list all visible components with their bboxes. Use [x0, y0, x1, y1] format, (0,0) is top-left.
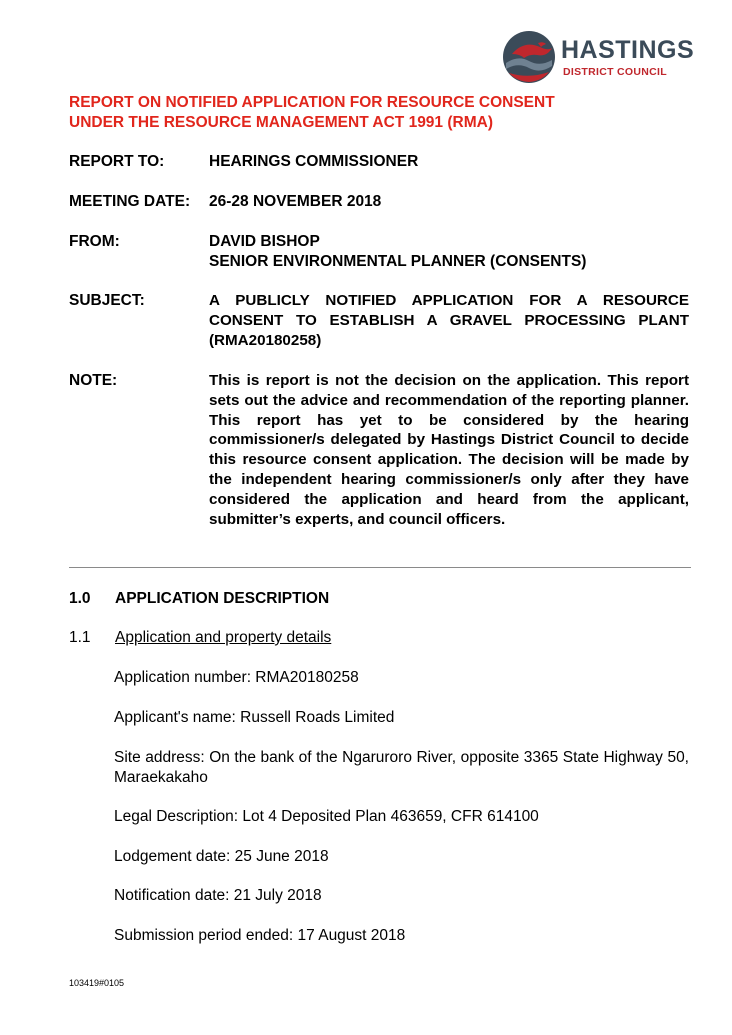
- subsection-title: Application and property details: [115, 629, 332, 646]
- section-title: APPLICATION DESCRIPTION: [115, 590, 330, 607]
- legal-description: Legal Description: Lot 4 Deposited Plan 463659, CFR 614100: [114, 808, 539, 825]
- subject-label: SUBJECT:: [69, 292, 145, 309]
- site-address: Site address: On the bank of the Ngaruroro River, opposite 3365 State Highway 50, Maraekakaho: [114, 749, 689, 786]
- notification-date: Notification date: 21 July 2018: [114, 887, 322, 904]
- applicant-name: Applicant's name: Russell Roads Limited: [114, 709, 395, 726]
- report-to-label: REPORT TO:: [69, 153, 165, 170]
- subsection-number: 1.1: [69, 629, 91, 646]
- subject-value: A PUBLICLY NOTIFIED APPLICATION FOR A RESOURCE CONSENT TO ESTABLISH A GRAVEL PROCESSING PLANT (RMA20180258): [209, 292, 689, 349]
- lodgement-date: Lodgement date: 25 June 2018: [114, 848, 329, 865]
- meeting-date-value: 26-28 NOVEMBER 2018: [209, 193, 382, 210]
- section-number: 1.0: [69, 590, 91, 607]
- from-title: SENIOR ENVIRONMENTAL PLANNER (CONSENTS): [209, 253, 587, 270]
- from-name: DAVID BISHOP: [209, 233, 320, 250]
- meeting-date-label: MEETING DATE:: [69, 193, 191, 210]
- from-label: FROM:: [69, 233, 120, 250]
- report-title-line-1: REPORT ON NOTIFIED APPLICATION FOR RESOURCE CONSENT: [69, 94, 555, 111]
- report-title: [69, 93, 689, 133]
- section-divider: [69, 567, 691, 568]
- submission-period: Submission period ended: 17 August 2018: [114, 927, 406, 944]
- document-reference: 103419#0105: [69, 978, 125, 988]
- application-number: Application number: RMA20180258: [114, 669, 359, 686]
- note-label: NOTE:: [69, 372, 118, 389]
- hawk-emblem-icon: [502, 30, 556, 84]
- report-title-line-2: UNDER THE RESOURCE MANAGEMENT ACT 1991 (RMA): [69, 114, 493, 131]
- report-to-value: HEARINGS COMMISSIONER: [209, 153, 419, 170]
- council-logo: [502, 30, 695, 86]
- council-name: HASTINGS: [561, 36, 695, 64]
- note-value: This is report is not the decision on the application. This report sets out the advice and recommendation of the reporting planner. This report has yet to be considered by the hearing commissioner/s delegated by Hastings District Council to decide this resource consent application. The decision will be made by the independent hearing commissioner/s only after they have considered the application and heard from the applicant, submitter’s experts, and council officers.: [209, 372, 689, 528]
- council-subtitle: DISTRICT COUNCIL: [563, 66, 667, 78]
